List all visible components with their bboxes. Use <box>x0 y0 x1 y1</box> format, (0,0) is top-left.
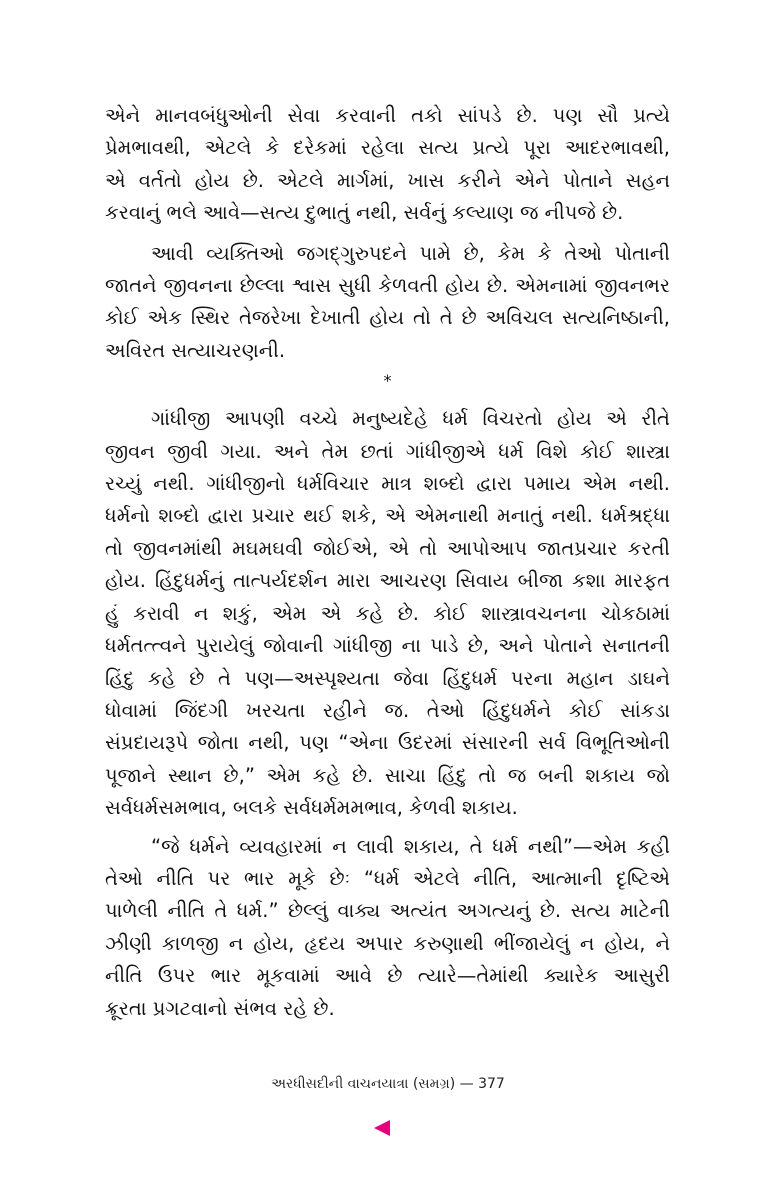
text-line: એ વર્તતો હોય છે. એટલે માર્ગમાં, ખાસ કરીને એને પોતાને સહન <box>105 168 670 192</box>
section-separator: * <box>383 371 392 391</box>
text-line: હિંદુ કહે છે તે પણ—અસ્પૃશ્યતા જેવા હિંદુધર્મ પરના મહાન ડાઘને <box>105 666 670 690</box>
text-line: તેઓ નીતિ પર ભાર મૂકે છેઃ “ધર્મ એટલે નીતિ, આત્માની દૃષ્ટિએ <box>105 866 670 890</box>
paragraph-3 <box>105 403 670 824</box>
text-line: પાળેલી નીતિ તે ધર્મ.” છેલ્લું વાક્ય અત્યંત અગત્યનું છે. સત્ય માટેની <box>105 899 670 923</box>
previous-page-icon[interactable] <box>374 1120 390 1136</box>
text-line: ઝીણી કાળજી ન હોય, હૃદય અપાર કરુણાથી ભીંજાયેલું ન હોય, ને <box>105 931 670 955</box>
text-line: નીતિ ઉપર ભાર મૂકવામાં આવે છે ત્યારે—તેમાંથી ક્યારેક આસુરી <box>105 964 670 988</box>
text-line: હું કરાવી ન શકું, એમ એ કહે છે. કોઈ શાસ્ત્રાવચનના ચોકઠામાં <box>105 601 670 625</box>
text-line: ગાંધીજી આપણી વચ્ચે મનુષ્યદેહે ધર્મ વિચરતો હોય એ રીતે <box>151 407 670 431</box>
text-line: ક્રૂરતા પ્રગટવાનો સંભવ રહે છે. <box>105 996 335 1020</box>
paragraph-2 <box>105 238 670 368</box>
page-footer: અરધીસદીની વાચનયાત્રા (સમગ્ર) — 377 <box>271 1076 505 1092</box>
paragraph-1 <box>105 100 670 230</box>
text-line: રચ્યું નથી. ગાંધીજીનો ધર્મવિચાર માત્ર શબ્દો દ્વારા પમાય એમ નથી. <box>105 472 670 496</box>
paragraph-4 <box>105 831 670 1025</box>
text-line: કોઈ એક સ્થિર તેજરેખા દેખાતી હોય તો તે છે અવિચલ સત્યનિષ્ઠાની, <box>105 306 670 330</box>
text-line: જાતને જીવનના છેલ્લા શ્વાસ સુધી કેળવતી હોય છે. એમનામાં જીવનભર <box>105 274 670 298</box>
text-line: સંપ્રદાયરૂપે જોતા નથી, પણ “એના ઉદરમાં સંસારની સર્વ વિભૂતિઓની <box>105 731 670 755</box>
text-line: અવિરત સત્યાચરણની. <box>105 338 286 362</box>
text-line: કરવાનું ભલે આવે—સત્ય દુભાતું નથી, સર્વનું કલ્યાણ જ નીપજે છે. <box>105 201 624 225</box>
text-line: સર્વધર્મસમભાવ, બલકે સર્વધર્મમમભાવ, કેળવી શકાય. <box>105 796 518 820</box>
text-line: હોય. હિંદુધર્મનું તાત્પર્યદર્શન મારા આચરણ સિવાય બીજા કશા મારફત <box>105 569 670 593</box>
text-line: ધર્મનો શબ્દો દ્વારા પ્રચાર થઈ શકે, એ એમનાથી મનાતું નથી. ધર્મશ્રદ્ધા <box>105 504 670 528</box>
text-line: ધર્મતત્ત્વને પુરાયેલું જોવાની ગાંધીજી ના પાડે છે, અને પોતાને સનાતની <box>105 634 670 658</box>
text-line: પ્રેમભાવથી, એટલે કે દરેકમાં રહેલા સત્ય પ્રત્યે પૂરા આદરભાવથી, <box>105 136 670 160</box>
text-line: ધોવામાં જિંદગી ખરચતા રહીને જ. તેઓ હિંદુધર્મને કોઈ સાંકડા <box>105 698 670 722</box>
text-line: એને માનવબંધુઓની સેવા કરવાની તકો સાંપડે છે. પણ સૌ પ્રત્યે <box>105 104 670 127</box>
text-line: આવી વ્યક્તિઓ જગદ્ગુરુપદને પામે છે, કેમ કે તેઓ પોતાની <box>151 241 670 265</box>
text-line: પૂજાને સ્થાન છે,” એમ કહે છે. સાચા હિંદુ તો જ બની શકાય જો <box>105 763 670 787</box>
text-line: તો જીવનમાંથી મઘમઘવી જોઈએ, એ તો આપોઆપ જાતપ્રચાર કરતી <box>105 536 670 560</box>
page-body <box>105 100 670 1025</box>
text-line: જીવન જીવી ગયા. અને તેમ છતાં ગાંધીજીએ ધર્મ વિશે કોઈ શાસ્ત્રા <box>105 439 670 463</box>
text-line: “જે ધર્મને વ્યવહારમાં ન લાવી શકાય, તે ધર્મ નથી”—એમ કહી <box>151 834 670 858</box>
